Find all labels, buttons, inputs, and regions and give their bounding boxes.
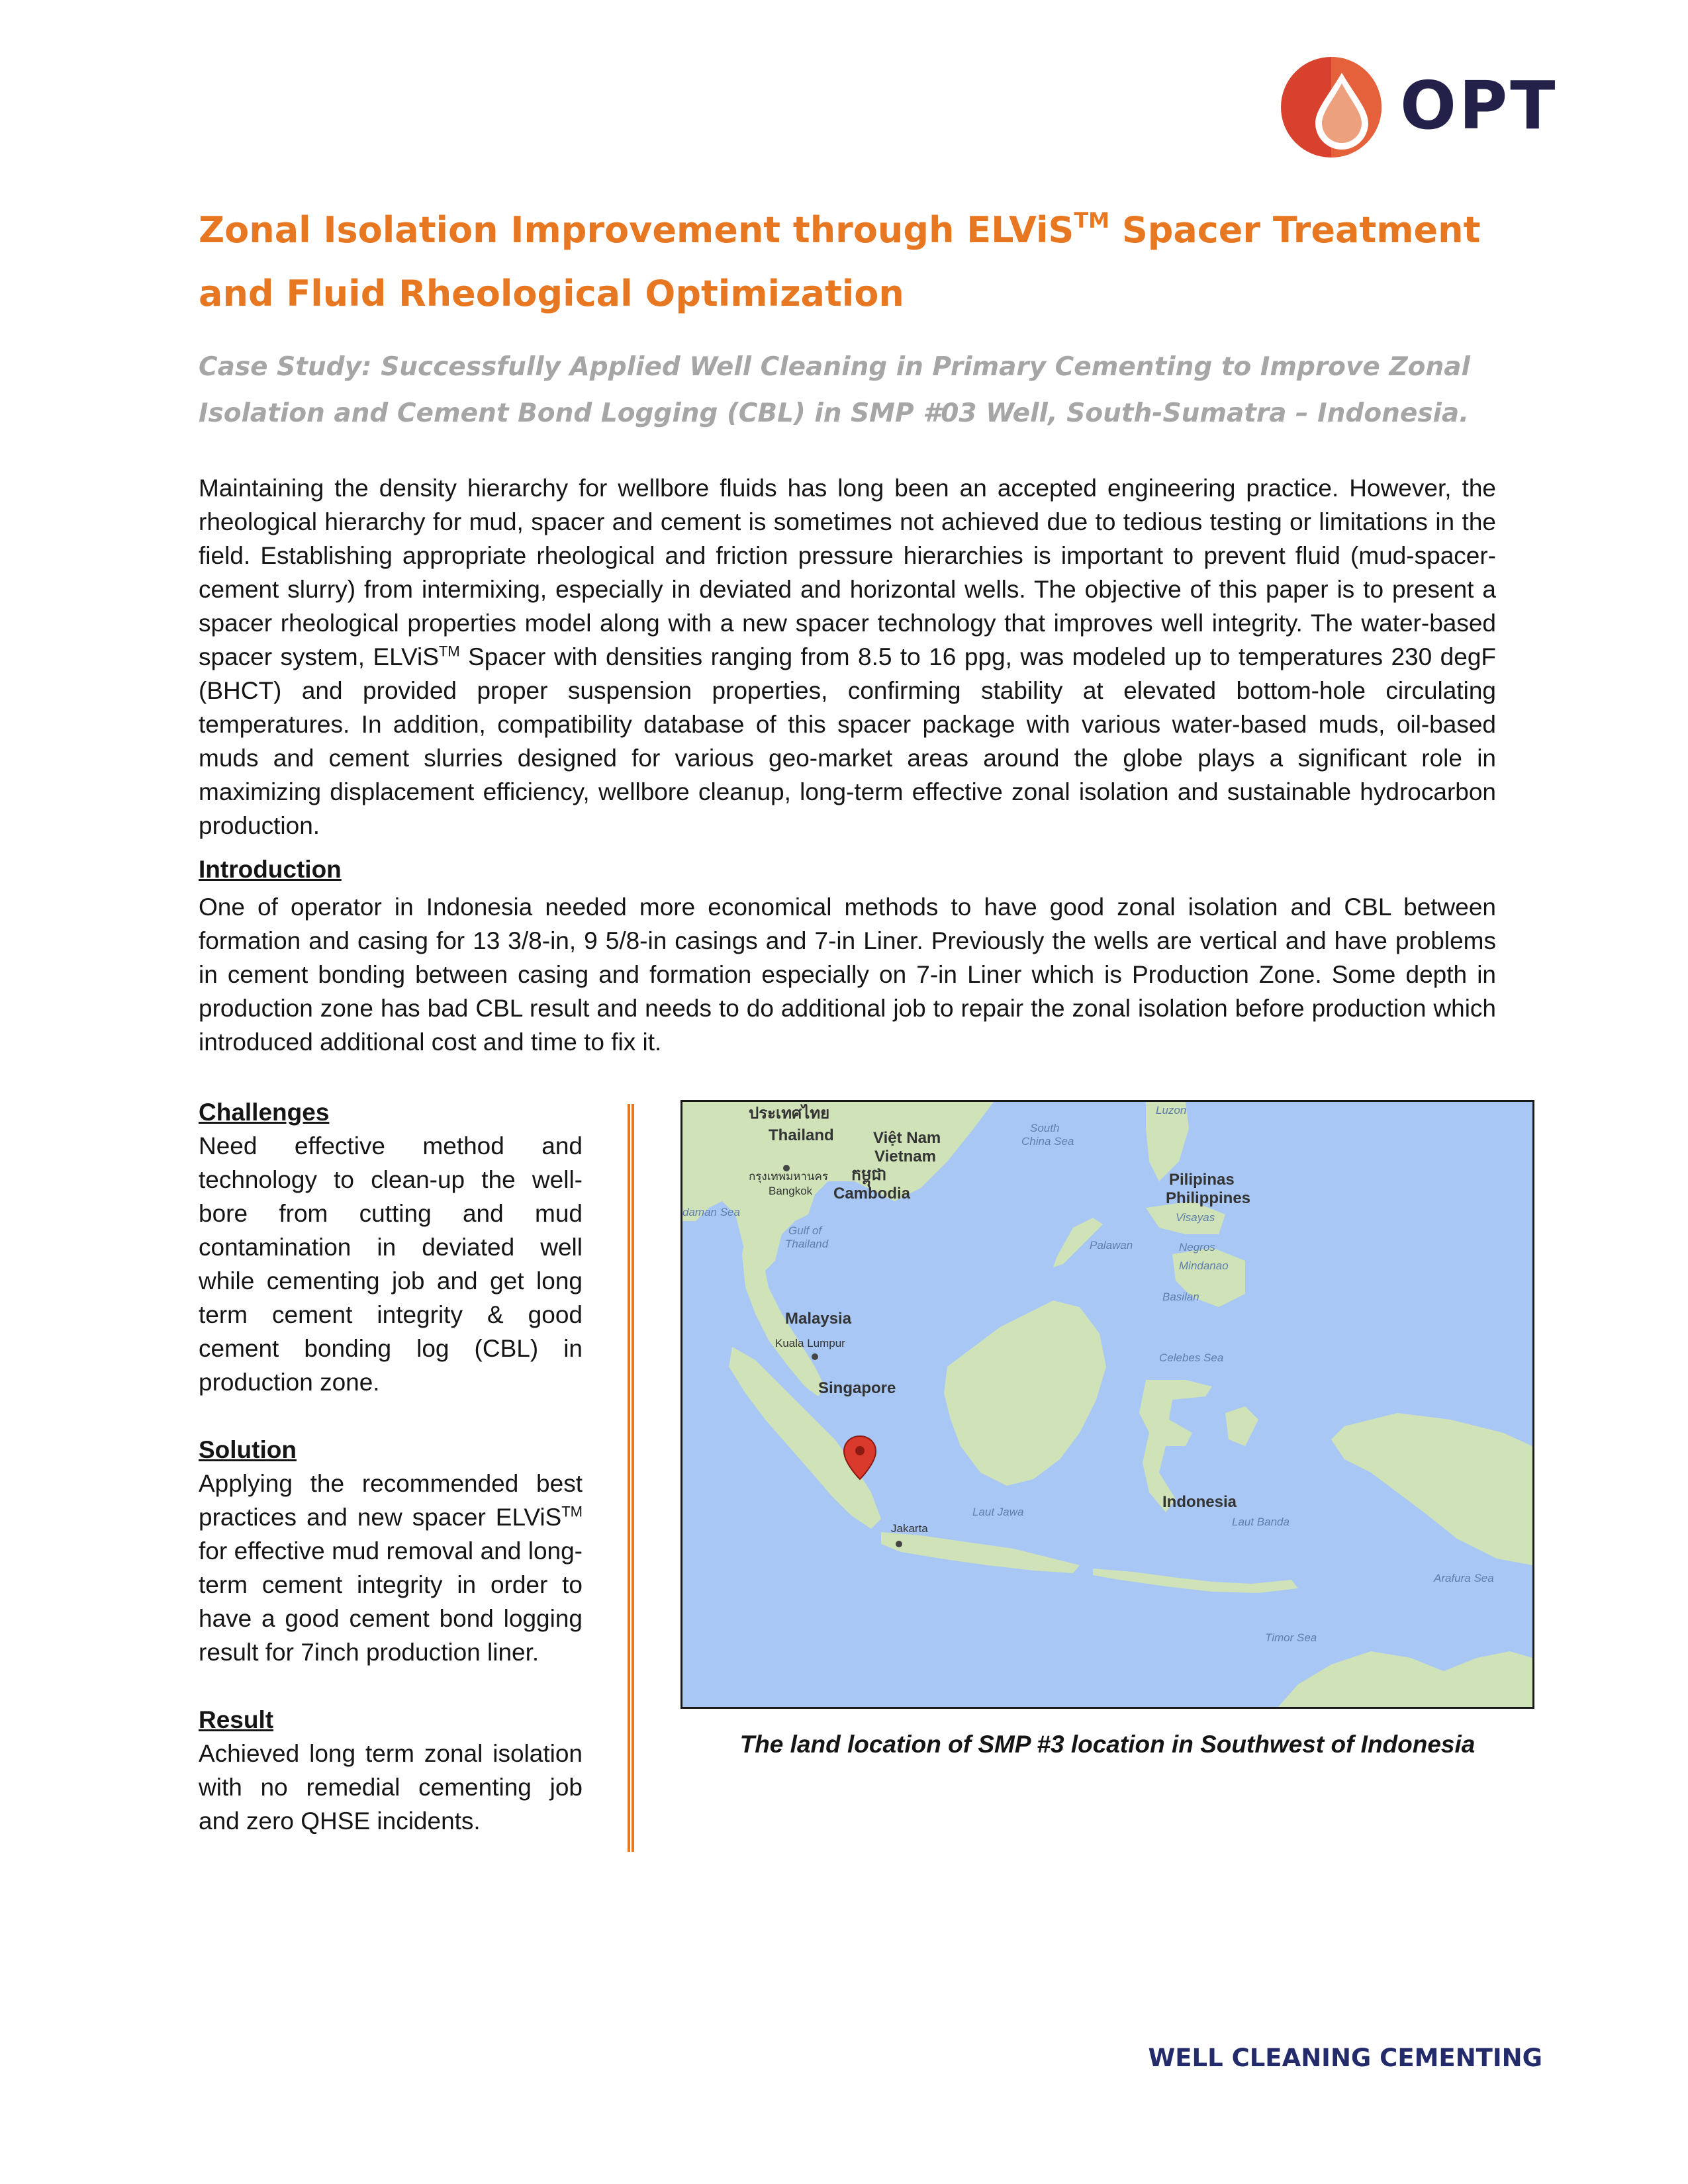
footer-category: WELL CLEANING CEMENTING [1148,2044,1542,2072]
map-label-cambodia: Cambodia [833,1185,911,1203]
map-label-luzon: Luzon [1156,1104,1187,1116]
map-label-philippines: Philippines [1166,1189,1251,1207]
map-label-banda-sea: Laut Banda [1232,1516,1289,1528]
result-heading: Result [199,1706,274,1733]
map-label-java-sea: Laut Jawa [972,1506,1024,1518]
abstract-paragraph: Maintaining the density hierarchy for wellbore fluids has long been an accepted engineering practice. However, the rheological hierarchy for mud, spacer and cement is sometimes not achieved due to tedious testing or limitations in the field. Establishing appropriate rheological and friction pressure hierarchies is important to prevent fluid (mud-spacer-cement slurry) from intermixing, especially in deviated and horizontal wells. The objective of this paper is to present a spacer rheological properties model along with a new spacer technology that improves well integrity. The water-based spacer system, ELViS™ Spacer with densities ranging from 8.5 to 16 ppg, was modeled up to temperatures 230 degF (BHCT) and provided proper suspension properties, confirming stability at elevated bottom-hole circulating temperatures. In addition, compatibility database of this spacer package with various water-based muds, oil-based muds and cement slurries designed for various geo-market areas around the globe plays a significant role in maximizing displacement efficiency, wellbore cleanup, long-term effective zonal isolation and sustainable hydrocarbon production. [199,475,1496,839]
map-label-south-china-sea-2: China Sea [1021,1135,1074,1148]
map-label-philippines-local: Pilipinas [1169,1171,1235,1189]
map-label-jakarta: Jakarta [891,1522,928,1535]
map-label-south-china-sea-1: South [1030,1122,1060,1134]
map-label-timor-sea: Timor Sea [1265,1631,1317,1644]
map-label-indonesia: Indonesia [1162,1493,1237,1511]
challenges-text: Need effective method and technology to clean-up the well-bore from cutting and mud contamination in deviated well while cementing job and get long term cement integrity & good cement bonding log (CBL) in production zone. [199,1132,583,1396]
solution-heading: Solution [199,1436,297,1463]
map-label-andaman-sea: daman Sea [682,1206,740,1218]
map-label-gulf-of-thailand-1: Gulf of [788,1224,822,1237]
map-label-vietnam: Vietnam [874,1148,936,1165]
introduction-heading: Introduction [199,856,342,883]
challenges-heading: Challenges [199,1099,330,1126]
map-caption: The land location of SMP #3 location in Southwest of Indonesia [739,1731,1476,1758]
map-label-singapore: Singapore [818,1379,896,1397]
map-label-gulf-of-thailand-2: Thailand [785,1238,829,1250]
introduction-section [199,852,1496,1059]
map-label-bangkok-local: กรุงเทพมหานคร [749,1170,829,1183]
solution-text: Applying the recommended best practices and new spacer ELViS™ for effective mud removal and long-term cement integrity in order to have a good cement bond logging result for 7inch production liner. [199,1470,583,1666]
map-label-palawan: Palawan [1090,1239,1133,1251]
map-label-thailand-local: ประเทศไทย [749,1105,830,1122]
map-label-mindanao: Mindanao [1179,1259,1229,1272]
map-label-negros: Negros [1179,1241,1215,1253]
map-label-basilan: Basilan [1162,1291,1199,1303]
logo-wordmark: OPT [1400,67,1558,144]
map-label-visayas: Visayas [1176,1211,1215,1224]
kuala-lumpur-dot-icon [812,1353,818,1360]
column-divider [628,1104,634,1852]
map-label-cambodia-local: កម្ពុជា [851,1166,887,1184]
map-label-arafura-sea: Arafura Sea [1434,1572,1494,1584]
map-label-thailand: Thailand [769,1126,834,1144]
jakarta-dot-icon [896,1541,902,1547]
map-label-malaysia: Malaysia [785,1310,852,1328]
introduction-text: One of operator in Indonesia needed more economical methods to have good zonal isolation and CBL between formation and casing for 13 3/8-in, 9 5/8-in casings and 7-in Liner. Previously the wells are vertical and have problems in cement bonding between casing and formation especially on 7-in Liner which is Production Zone. Some depth in production zone has bad CBL result and needs to do additional job to repair the zonal isolation before production which introduced additional cost and time to fix it. [199,893,1496,1056]
map-label-celebes-sea: Celebes Sea [1159,1351,1224,1364]
left-column [199,1095,583,1838]
location-map [680,1100,1534,1709]
map-label-kuala-lumpur: Kuala Lumpur [775,1337,845,1349]
result-text: Achieved long term zonal isolation with no remedial cementing job and zero QHSE incidents. [199,1740,583,1835]
map-label-bangkok: Bangkok [769,1185,813,1197]
map-svg [682,1102,1532,1707]
page-title: Zonal Isolation Improvement through ELViS™ Spacer Treatment and Fluid Rheological Optimization [199,208,1481,314]
map-label-vietnam-local: Việt Nam [873,1129,941,1147]
case-study-subtitle: Case Study: Successfully Applied Well Cleaning in Primary Cementing to Improve Zonal Isolation and Cement Bond Logging (CBL) in SMP #03 Well, South-Sumatra – Indonesia. [199,352,1470,428]
drop-logo-icon [1281,54,1393,160]
